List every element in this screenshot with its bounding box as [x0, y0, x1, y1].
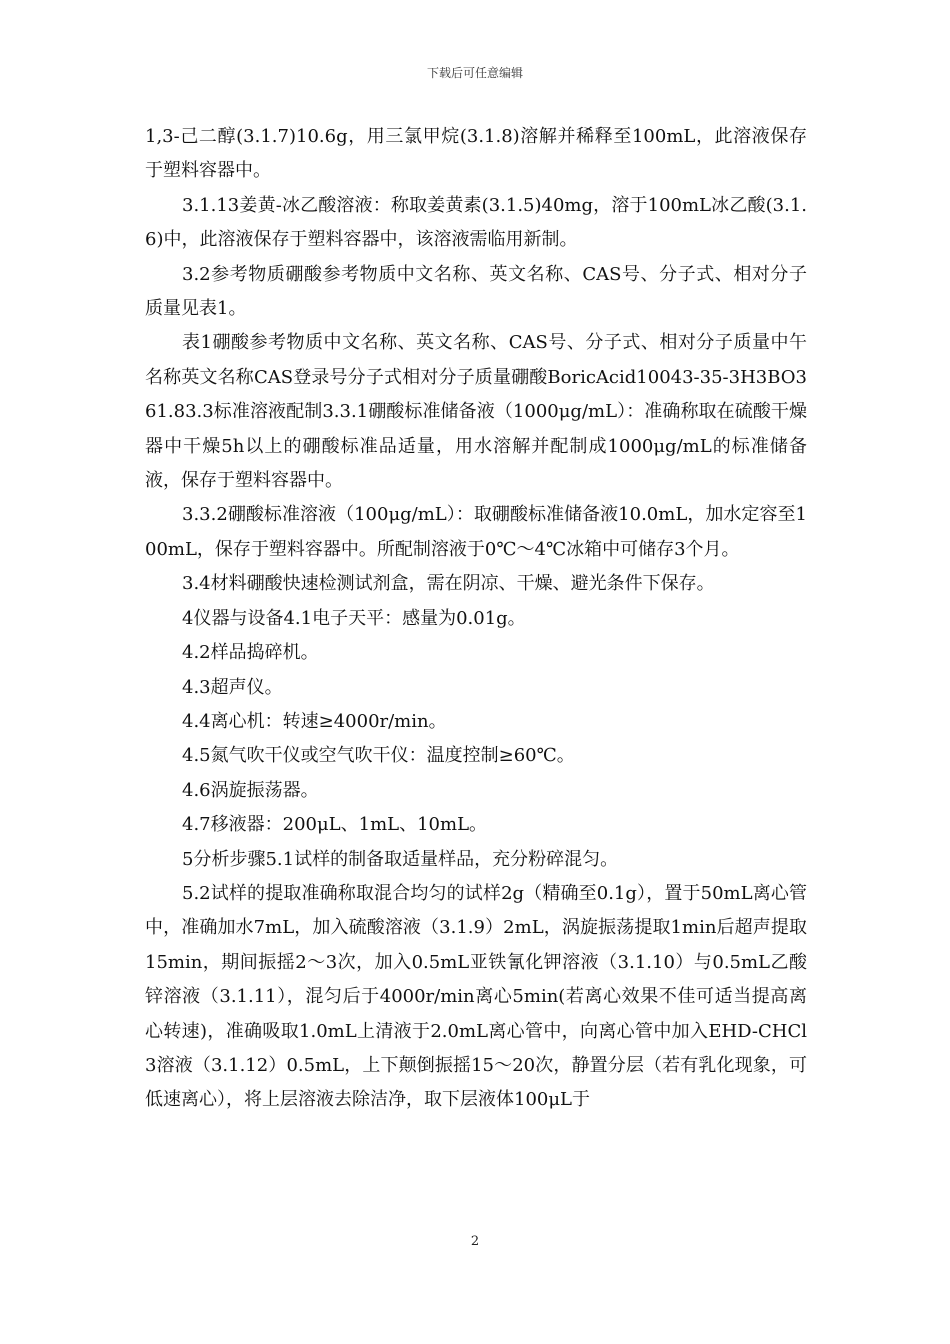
paragraph-10: 4.4离心机：转速≥4000r/min。	[182, 710, 447, 732]
paragraph-11: 4.5氮气吹干仪或空气吹干仪：温度控制≥60℃。	[182, 745, 575, 767]
paragraph-7: 4仪器与设备4.1电子天平：感量为0.01g。	[182, 607, 526, 629]
paragraph-13: 4.7移液器：200μL、1mL、10mL。	[182, 814, 488, 836]
paragraph-2: 3.1.13姜黄-冰乙酸溶液：称取姜黄素(3.1.5)40mg，溶于100mL冰乙酸(3.1.6)中，此溶液保存于塑料容器中，该溶液需临用新制。	[145, 194, 807, 251]
paragraph-15: 5.2试样的提取准确称取混合均匀的试样2g（精确至0.1g），置于50mL离心管中，准确加水7mL，加入硫酸溶液（3.1.9）2mL，涡旋振荡提取1min后超声提取15min，期间振摇2～3次，加入0.5mL亚铁氰化钾溶液（3.1.10）与0.5mL乙酸锌溶液（3.1.11），混匀后于4000r/min离心5min(若离心效果不佳可适当提高离心转速)，准确吸取1.0mL上清液于2.0mL离心管中，向离心管中加入EHD-CHCl3溶液（3.1.12）0.5mL，上下颠倒振摇15～20次，静置分层（若有乳化现象，可低速离心），将上层溶液去除洁净，取下层液体100μL于	[145, 882, 807, 1111]
paragraph-5: 3.3.2硼酸标准溶液（100μg/mL）：取硼酸标准储备液10.0mL，加水定容至100mL，保存于塑料容器中。所配制溶液于0℃～4℃冰箱中可储存3个月。	[145, 504, 807, 560]
paragraph-14: 5分析步骤5.1试样的制备取适量样品，充分粉碎混匀。	[182, 848, 619, 870]
paragraph-8: 4.2样品捣碎机。	[182, 642, 319, 664]
paragraph-1: 1,3-己二醇(3.1.7)10.6g，用三氯甲烷(3.1.8)溶解并稀释至100mL，此溶液保存于塑料容器中。	[145, 126, 807, 182]
paragraph-4: 表1硼酸参考物质中文名称、英文名称、CAS号、分子式、相对分子质量中午名称英文名称CAS登录号分子式相对分子质量硼酸BoricAcid10043-35-3H3BO361.83.3标准溶液配制3.3.1硼酸标准储备液（1000μg/mL）：准确称取在硫酸干燥器中干燥5h以上的硼酸标准品适量，用水溶解并配制成1000μg/mL的标准储备液，保存于塑料容器中。	[145, 332, 807, 492]
paragraph-6: 3.4材料硼酸快速检测试剂盒，需在阴凉、干燥、避光条件下保存。	[182, 573, 715, 595]
paragraph-12: 4.6涡旋振荡器。	[182, 779, 319, 801]
page-number: 2	[470, 1234, 480, 1249]
paragraph-9: 4.3超声仪。	[182, 676, 283, 698]
paragraph-3: 3.2参考物质硼酸参考物质中文名称、英文名称、CAS号、分子式、相对分子质量见表1。	[145, 263, 807, 320]
page-header: 下载后可任意编辑	[426, 66, 523, 80]
document-body	[145, 120, 807, 1118]
